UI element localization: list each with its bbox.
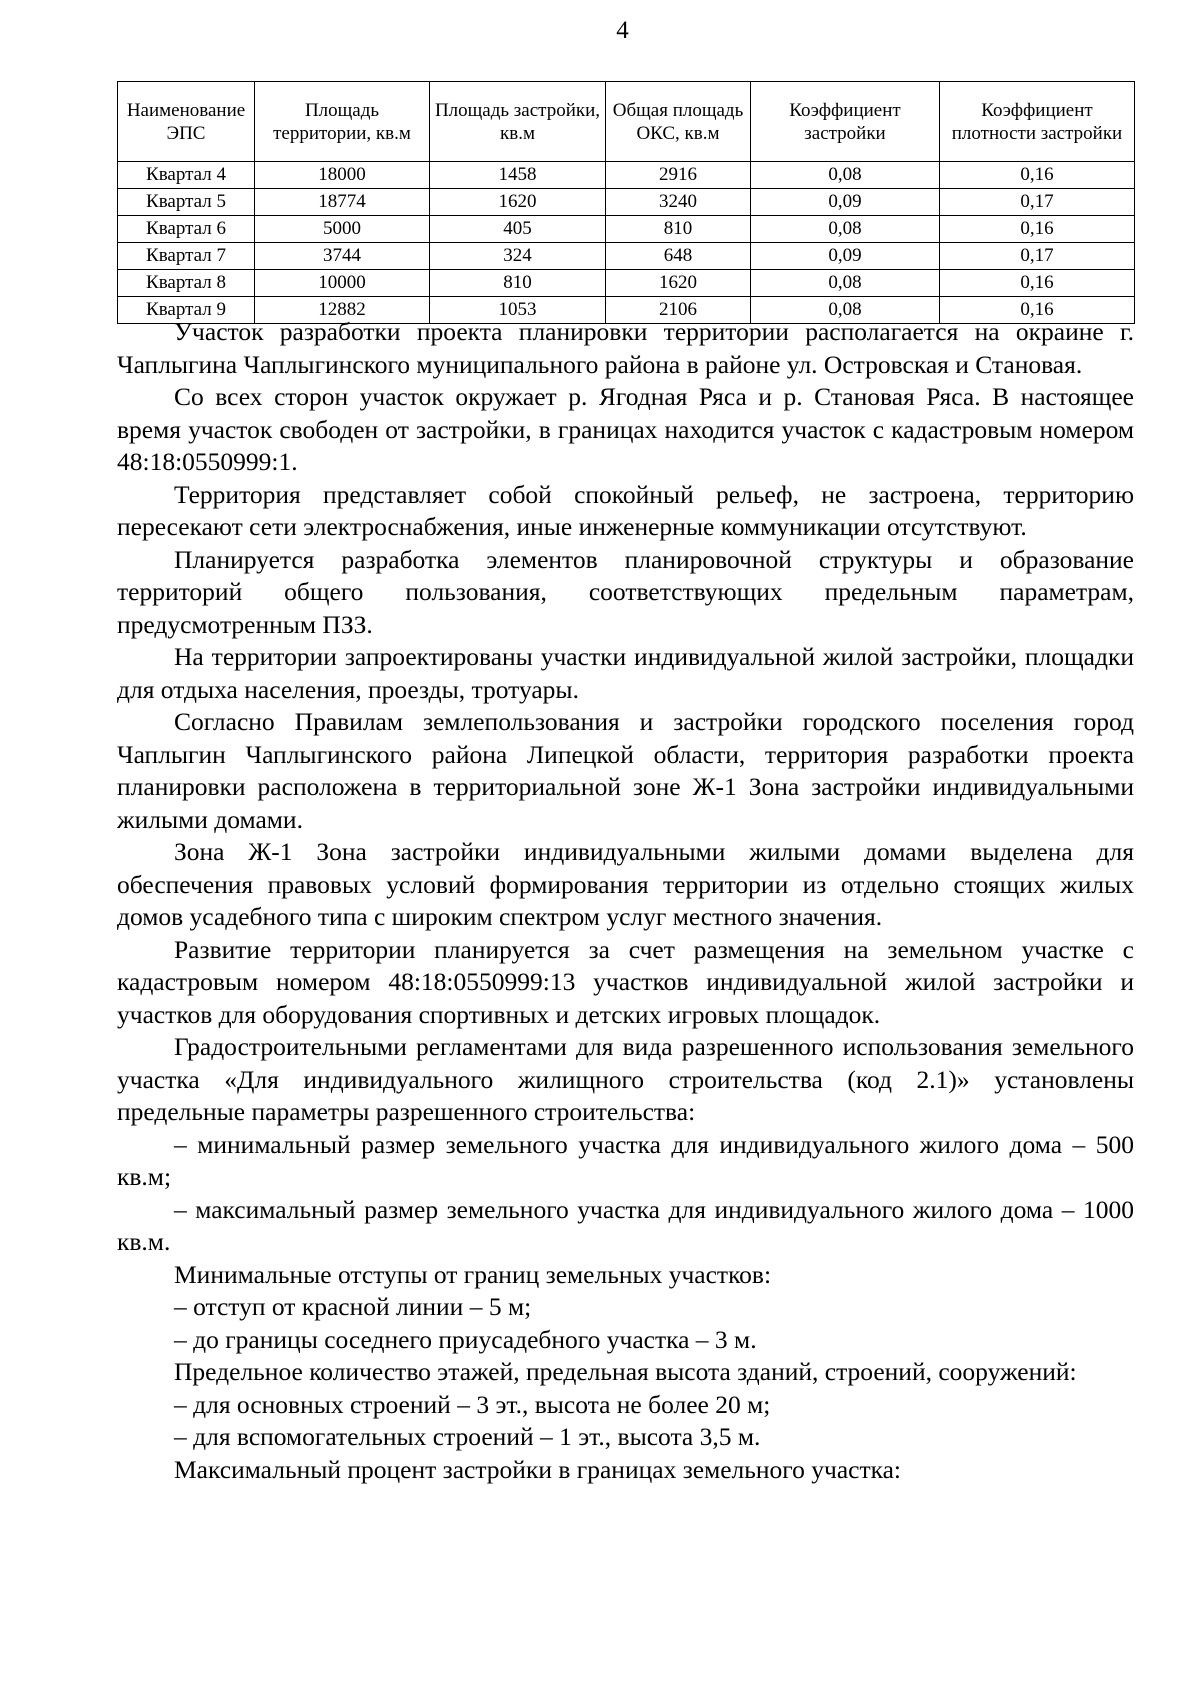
paragraph: Минимальные отступы от границ земельных участков:: [174, 1259, 772, 1289]
table-cell: 0,09: [751, 243, 940, 270]
table-cell: Квартал 8: [118, 270, 255, 297]
table-cell: Квартал 4: [118, 162, 255, 189]
list-item: – отступ от красной линии – 5 м;: [174, 1292, 532, 1321]
page-number: 4: [616, 17, 629, 44]
paragraph: Территория представляет собой спокойный рельеф, не застроена, территорию пересекают сети электроснабжения, иные инженерные коммуникации отсутствуют.: [117, 479, 1134, 541]
table-cell: 0,17: [940, 243, 1135, 270]
header-cell: Площадь территории, кв.м: [255, 82, 430, 162]
parameters-table: [117, 81, 1135, 324]
header-cell: Коэффициент застройки: [751, 82, 940, 162]
table-cell: 0,16: [940, 297, 1135, 324]
table-row: [118, 216, 1135, 243]
table-cell: 1053: [430, 297, 606, 324]
table-cell: 1620: [606, 270, 751, 297]
table-row: [118, 189, 1135, 216]
table-row: [118, 243, 1135, 270]
paragraph: Предельное количество этажей, предельная высота зданий, строений, сооружений:: [174, 1357, 1077, 1386]
list-item: – для вспомогательных строений – 1 эт., высота 3,5 м.: [174, 1422, 761, 1451]
table-cell: 0,08: [751, 162, 940, 189]
table-cell: 0,16: [940, 162, 1135, 189]
table-cell: Квартал 9: [118, 297, 255, 324]
table-cell: 10000: [255, 270, 430, 297]
header-cell: Общая площадь ОКС, кв.м: [606, 82, 751, 162]
table-cell: 0,17: [940, 189, 1135, 216]
table-cell: 0,08: [751, 297, 940, 324]
table-cell: 12882: [255, 297, 430, 324]
paragraph: На территории запроектированы участки индивидуальной жилой застройки, площадки для отдыха населения, проезды, тротуары.: [117, 642, 1134, 704]
body-text: [117, 316, 1134, 1486]
paragraph: Планируется разработка элементов планировочной структуры и образование территорий общего пользования, соответствующих предельным параметрам, предусмотренным ПЗЗ.: [117, 544, 1134, 639]
header-cell: Площадь застройки, кв.м: [430, 82, 606, 162]
list-item: – до границы соседнего приусадебного участка – 3 м.: [174, 1324, 757, 1354]
table-cell: 5000: [255, 216, 430, 243]
table-cell: 2916: [606, 162, 751, 189]
table-cell: 0,08: [751, 270, 940, 297]
table-cell: 648: [606, 243, 751, 270]
table-cell: 405: [430, 216, 606, 243]
table-cell: 810: [430, 270, 606, 297]
table-cell: 1620: [430, 189, 606, 216]
table-row: [118, 162, 1135, 189]
table-cell: 1458: [430, 162, 606, 189]
paragraph: Согласно Правилам землепользования и застройки городского поселения город Чаплыгин Чаплыгинского района Липецкой области, территория разработки проекта планировки расположена в территориальной зоне Ж-1 Зона застройки индивидуальными жилыми домами.: [117, 707, 1134, 834]
list-item: – максимальный размер земельного участка для индивидуального жилого дома – 1000 кв.м.: [117, 1194, 1134, 1256]
table-cell: 324: [430, 243, 606, 270]
table-header-row: [118, 82, 1135, 162]
paragraph: Участок разработки проекта планировки территории располагается на окраине г. Чаплыгина Чаплыгинского муниципального района в районе ул. Островская и Становая.: [117, 317, 1134, 379]
table-cell: 18000: [255, 162, 430, 189]
header-cell: Наименование ЭПС: [118, 82, 255, 162]
table-cell: 3744: [255, 243, 430, 270]
table-cell: Квартал 6: [118, 216, 255, 243]
paragraph: Зона Ж-1 Зона застройки индивидуальными жилыми домами выделена для обеспечения правовых условий формирования территории из отдельно стоящих жилых домов усадебного типа с широким спектром услуг местного значения.: [117, 837, 1134, 931]
table-cell: Квартал 7: [118, 243, 255, 270]
table-cell: 0,08: [751, 216, 940, 243]
table-cell: 0,16: [940, 216, 1135, 243]
table-row: [118, 270, 1135, 297]
table-cell: 2106: [606, 297, 751, 324]
paragraph: Максимальный процент застройки в границах земельного участка:: [174, 1454, 901, 1484]
header-cell: Коэффициент плотности застройки: [940, 82, 1135, 162]
list-item: – минимальный размер земельного участка для индивидуального жилого дома – 500 кв.м;: [117, 1129, 1134, 1191]
table-cell: 3240: [606, 189, 751, 216]
paragraph: Со всех сторон участок окружает р. Ягодная Ряса и р. Становая Ряса. В настоящее время участок свободен от застройки, в границах находится участок с кадастровым номером 48:18:0550999:1.: [117, 382, 1134, 476]
paragraph: Развитие территории планируется за счет размещения на земельном участке с кадастровым номером 48:18:0550999:13 участков индивидуальной жилой застройки и участков для оборудования спортивных и детских игровых площадок.: [117, 934, 1134, 1029]
table-cell: 0,16: [940, 270, 1135, 297]
table-cell: Квартал 5: [118, 189, 255, 216]
paragraph: Градостроительными регламентами для вида разрешенного использования земельного участка «Для индивидуального жилищного строительства (код 2.1)» установлены предельные параметры разрешенного строительства:: [117, 1032, 1134, 1126]
table-cell: 0,09: [751, 189, 940, 216]
table-cell: 810: [606, 216, 751, 243]
list-item: – для основных строений – 3 эт., высота не более 20 м;: [174, 1389, 771, 1419]
table-cell: 18774: [255, 189, 430, 216]
